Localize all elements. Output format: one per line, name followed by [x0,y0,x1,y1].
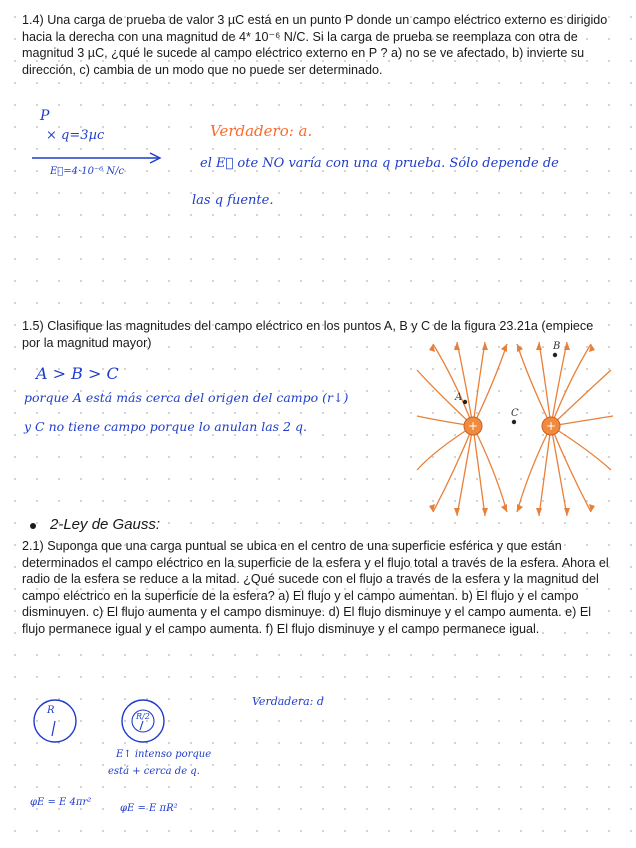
field-arrow [30,151,170,165]
svg-text:+: + [545,419,557,433]
point-a-label: A [455,392,463,403]
note-field-magnitude: E⃗=4·10⁻⁶ N/c [50,166,125,177]
field-lines-figure [415,340,625,520]
note-circle-r-label: R [47,705,55,716]
section-heading: 2-Ley de Gauss: [50,516,161,533]
note-answer-2-1: Verdadera: d [252,695,324,708]
point-b-label: B [553,341,561,352]
point-c-label: C [511,408,519,419]
note-explanation-2-1-line2: está + cerca de q. [108,766,200,777]
question-1-5-text: 1.5) Clasifique las magnitudes del campo eléctrico en los puntos A, B y C de la figura 23.21a (empiece por la magnitud mayor) [22,319,594,350]
note-explanation-1-4-line2: las q fuente. [192,193,274,208]
note-explanation-1-5-line2: y C no tiene campo porque lo anulan las 2 q. [24,419,307,434]
note-circle-half-r-label: R/2 [136,712,150,721]
note-point-p: P [40,108,50,124]
question-2-1-text: 2.1) Suponga que una carga puntual se ubica en el centro de una superficie esférica y que están determinados el campo eléctrico en la superficie de la esfera y el flujo total a través de la esfera. Ahora el radio de la esfera se reduce a la mitad. ¿Qué sucede con el flujo a través de la esfera y la magnitud del campo eléctrico en la superficie de la esfera? a) El flujo y el campo aumentan. b) El flujo y el campo disminuyen. c) El flujo aumenta y el campo disminuye. d) El flujo disminuye y el campo aumenta. e) El flujo permanece igual y el campo aumenta. f) El flujo disminuye y el campo permanece igual. [22,539,609,636]
sphere-circle-r [30,696,80,746]
question-1-4-text: 1.4) Una carga de prueba de valor 3 µC está en un punto P donde un campo eléctrico externo es dirigido hacia la derecha con una magnitud de 4* 10⁻⁶ N/C. Si la carga de prueba se reemplaza con otra de magnitud 3 µC, ¿qué le sucede al campo eléctrico externo en P ? a) no se ve afectado, b) invierte su dirección, c) cambia de un modo que no puede ser determinado. [22,13,608,77]
svg-text:+: + [467,419,479,433]
note-formula-1: φE = E 4πr² [30,797,92,808]
section-bullet [30,523,36,529]
note-order-1-5: A > B > C [36,364,119,383]
point-a-marker [463,400,467,404]
note-explanation-2-1-line1: E↑ intenso porque [116,749,212,760]
note-test-charge: × q=3µc [46,128,105,143]
note-answer-1-4: Verdadero: a. [210,122,313,140]
sphere-circle-half-r [118,696,168,746]
note-formula-2: φE = E πR² [120,803,178,814]
point-c-marker [512,420,516,424]
note-explanation-1-5-line1: porque A está más cerca del origen del campo (r↓) [24,390,349,405]
point-b-marker [553,353,557,357]
note-explanation-1-4-line1: el E⃗ ote NO varía con una q prueba. Sólo depende de [200,156,559,171]
